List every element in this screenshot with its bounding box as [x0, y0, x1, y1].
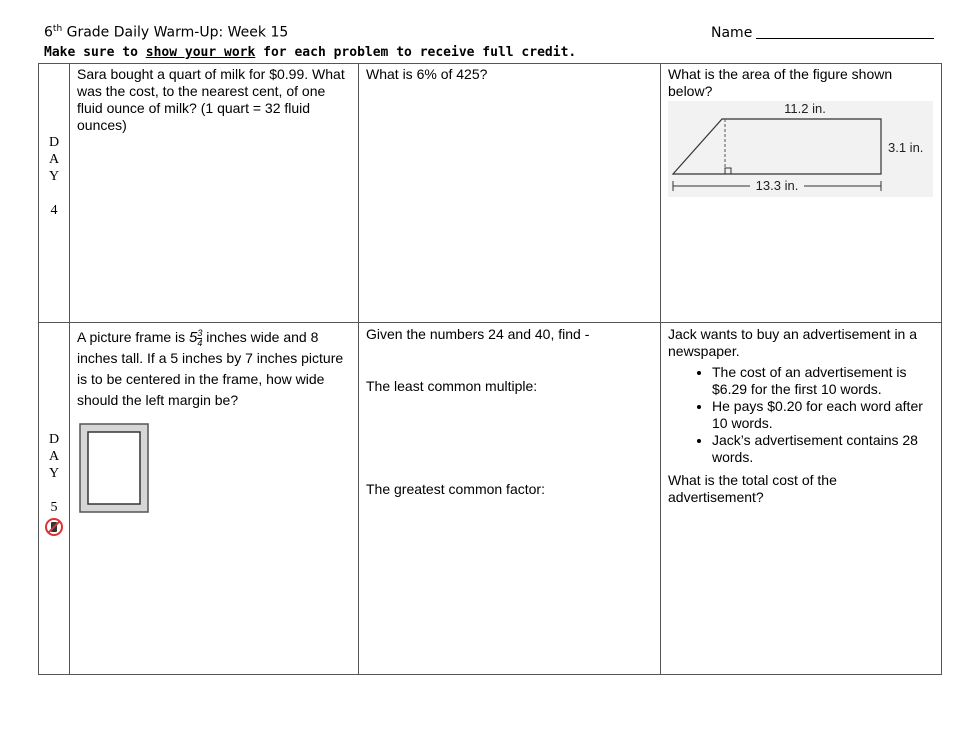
day5-problem-1[interactable]: A picture frame is 5 $\frac{3}{4}$ inches wide and 8 inches tall. If a 5 inches by 7 inches picture is to be centered in the frame, how wide should the left margin be?: [70, 323, 359, 675]
name-blank-line[interactable]: [756, 24, 934, 39]
bullet-item: • Jack’s advertisement contains 28 words.: [712, 432, 935, 466]
bottom-length-label: 13.3 in.: [755, 178, 799, 193]
day4-row: [39, 64, 942, 323]
no-phone-icon: [45, 518, 63, 536]
bullet-item: • The cost of an advertisement is $6.29 for the first 10 words.: [712, 364, 935, 398]
trapezoid-figure: [668, 101, 933, 197]
instructions: Make sure to show your work for each problem to receive full credit.: [44, 45, 577, 60]
day4-problem-3[interactable]: What is the area of the figure shown below? 11.2 in. 3.1 in. 13.3 in.: [661, 64, 942, 323]
day5-row: [39, 323, 942, 675]
frame-inner-picture: [88, 432, 140, 504]
day4-problem-2[interactable]: What is 6% of 425?: [359, 64, 661, 323]
warmup-table: [38, 63, 942, 675]
picture-frame-figure: [79, 423, 151, 515]
cost-bullet-list: [668, 364, 935, 466]
worksheet-title: 6th Grade Daily Warm-Up: Week 15: [44, 24, 289, 41]
mixed-number-fraction: $\frac{3}{4}$: [197, 327, 203, 348]
height-label: 3.1 in.: [888, 140, 924, 155]
day5-label: D A Y 5: [39, 323, 70, 675]
day5-problem-3[interactable]: Jack wants to buy an advertisement in a newspaper. • The cost of an advertisement is $6.29 for the first 10 words. • He pays $0.20 for each word after 10 words. • Jack’s advertisement contains 28 words. What is the total cost of the advertisement?: [661, 323, 942, 675]
top-length-label: 11.2 in.: [784, 101, 826, 116]
day5-problem-2[interactable]: Given the numbers 24 and 40, find - The least common multiple: The greatest common factor:: [359, 323, 661, 675]
name-field[interactable]: Name: [711, 24, 934, 41]
day4-label: D A Y 4: [39, 64, 70, 323]
bullet-item: • He pays $0.20 for each word after 10 words.: [712, 398, 935, 432]
day4-problem-1[interactable]: Sara bought a quart of milk for $0.99. What was the cost, to the nearest cent, of one fluid ounce of milk? (1 quart = 32 fluid ounces): [70, 64, 359, 323]
